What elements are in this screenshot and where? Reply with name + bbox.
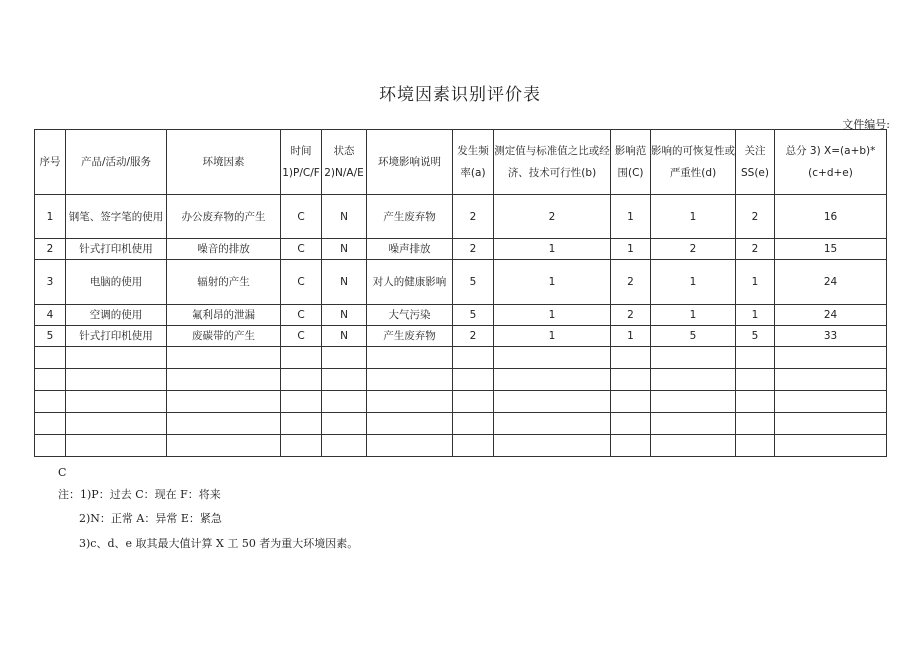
- empty-cell: [453, 391, 494, 413]
- cell-factor: 办公废弃物的产生: [167, 195, 281, 239]
- cell-product: 空调的使用: [66, 305, 167, 326]
- empty-row: [35, 413, 887, 435]
- cell-standard-ratio: 1: [494, 305, 611, 326]
- empty-cell: [66, 369, 167, 391]
- table-row: [35, 239, 887, 260]
- cell-factor: 噪音的排放: [167, 239, 281, 260]
- header-frequency: 发生频率(a): [453, 130, 494, 195]
- empty-cell: [611, 369, 651, 391]
- empty-cell: [736, 391, 775, 413]
- cell-time: C: [281, 326, 322, 347]
- cell-time: C: [281, 239, 322, 260]
- empty-cell: [494, 347, 611, 369]
- cell-total: 15: [775, 239, 887, 260]
- note-1: 注：1)P：过去 C：现在 F：将来: [58, 488, 221, 501]
- note-3: 3)c、d、e 取其最大值计算 X 工 50 者为重大环境因素。: [79, 537, 359, 550]
- stray-c-mark: C: [58, 466, 67, 479]
- empty-cell: [611, 413, 651, 435]
- header-row: [35, 130, 887, 195]
- empty-cell: [66, 391, 167, 413]
- empty-cell: [736, 369, 775, 391]
- empty-row: [35, 347, 887, 369]
- cell-state: N: [322, 305, 367, 326]
- empty-cell: [367, 369, 453, 391]
- cell-state: N: [322, 195, 367, 239]
- empty-cell: [651, 413, 736, 435]
- empty-cell: [281, 391, 322, 413]
- empty-cell: [775, 347, 887, 369]
- empty-cell: [322, 435, 367, 457]
- empty-row: [35, 435, 887, 457]
- cell-product: 针式打印机使用: [66, 239, 167, 260]
- empty-cell: [35, 369, 66, 391]
- cell-recoverability: 2: [651, 239, 736, 260]
- header-total: 总分 3) X=(a+b)*(c+d+e): [775, 130, 887, 195]
- empty-cell: [322, 413, 367, 435]
- empty-cell: [775, 435, 887, 457]
- empty-cell: [453, 413, 494, 435]
- cell-seq: 4: [35, 305, 66, 326]
- cell-range: 1: [611, 326, 651, 347]
- cell-time: C: [281, 305, 322, 326]
- empty-row: [35, 369, 887, 391]
- empty-cell: [651, 369, 736, 391]
- empty-cell: [367, 435, 453, 457]
- empty-cell: [322, 369, 367, 391]
- header-range: 影响范围(C): [611, 130, 651, 195]
- cell-frequency: 2: [453, 239, 494, 260]
- empty-cell: [66, 435, 167, 457]
- cell-concern: 1: [736, 260, 775, 305]
- empty-cell: [66, 347, 167, 369]
- header-factor: 环境因素: [167, 130, 281, 195]
- empty-cell: [322, 347, 367, 369]
- cell-time: C: [281, 260, 322, 305]
- empty-row: [35, 391, 887, 413]
- cell-frequency: 2: [453, 195, 494, 239]
- empty-cell: [494, 413, 611, 435]
- empty-cell: [775, 391, 887, 413]
- header-product: 产品/活动/服务: [66, 130, 167, 195]
- cell-range: 1: [611, 239, 651, 260]
- cell-concern: 1: [736, 305, 775, 326]
- cell-impact: 噪声排放: [367, 239, 453, 260]
- empty-cell: [494, 369, 611, 391]
- cell-range: 1: [611, 195, 651, 239]
- empty-cell: [167, 347, 281, 369]
- header-recoverability: 影响的可恢复性或严重性(d): [651, 130, 736, 195]
- table-row: [35, 305, 887, 326]
- empty-cell: [611, 347, 651, 369]
- empty-cell: [281, 347, 322, 369]
- cell-recoverability: 1: [651, 195, 736, 239]
- header-seq: 序号: [35, 130, 66, 195]
- cell-recoverability: 1: [651, 305, 736, 326]
- cell-frequency: 5: [453, 305, 494, 326]
- header-standard-ratio: 测定值与标准值之比或经济、技术可行性(b): [494, 130, 611, 195]
- header-impact-desc: 环境影响说明: [367, 130, 453, 195]
- empty-cell: [367, 413, 453, 435]
- cell-product: 钢笔、签字笔的使用: [66, 195, 167, 239]
- empty-cell: [453, 369, 494, 391]
- empty-cell: [775, 413, 887, 435]
- cell-product: 针式打印机使用: [66, 326, 167, 347]
- cell-concern: 2: [736, 195, 775, 239]
- cell-range: 2: [611, 305, 651, 326]
- cell-factor: 氟利昂的泄漏: [167, 305, 281, 326]
- document-number-label: 文件编号:: [842, 118, 890, 131]
- cell-standard-ratio: 2: [494, 195, 611, 239]
- cell-total: 24: [775, 305, 887, 326]
- cell-recoverability: 1: [651, 260, 736, 305]
- empty-cell: [367, 347, 453, 369]
- table-row: [35, 326, 887, 347]
- empty-cell: [281, 413, 322, 435]
- cell-time: C: [281, 195, 322, 239]
- cell-total: 16: [775, 195, 887, 239]
- cell-seq: 3: [35, 260, 66, 305]
- cell-recoverability: 5: [651, 326, 736, 347]
- empty-cell: [494, 391, 611, 413]
- empty-cell: [66, 413, 167, 435]
- cell-standard-ratio: 1: [494, 239, 611, 260]
- cell-range: 2: [611, 260, 651, 305]
- empty-cell: [35, 435, 66, 457]
- cell-seq: 1: [35, 195, 66, 239]
- cell-total: 33: [775, 326, 887, 347]
- page-title: 环境因素识别评价表: [379, 85, 541, 105]
- cell-impact: 对人的健康影响: [367, 260, 453, 305]
- empty-cell: [494, 435, 611, 457]
- empty-cell: [167, 435, 281, 457]
- empty-cell: [167, 369, 281, 391]
- header-state: 状态 2)N/A/E: [322, 130, 367, 195]
- cell-concern: 2: [736, 239, 775, 260]
- empty-cell: [651, 435, 736, 457]
- table-row: [35, 195, 887, 239]
- empty-cell: [167, 391, 281, 413]
- cell-factor: 废碳带的产生: [167, 326, 281, 347]
- empty-cell: [367, 391, 453, 413]
- empty-cell: [35, 347, 66, 369]
- empty-cell: [651, 347, 736, 369]
- note-2: 2)N：正常 A：异常 E：紧急: [79, 512, 222, 525]
- cell-total: 24: [775, 260, 887, 305]
- cell-impact: 产生废弃物: [367, 195, 453, 239]
- cell-concern: 5: [736, 326, 775, 347]
- cell-state: N: [322, 239, 367, 260]
- empty-cell: [775, 369, 887, 391]
- cell-frequency: 2: [453, 326, 494, 347]
- empty-cell: [281, 369, 322, 391]
- cell-seq: 2: [35, 239, 66, 260]
- empty-cell: [736, 413, 775, 435]
- cell-standard-ratio: 1: [494, 326, 611, 347]
- header-concern: 关注SS(e): [736, 130, 775, 195]
- cell-seq: 5: [35, 326, 66, 347]
- empty-cell: [453, 435, 494, 457]
- cell-impact: 大气污染: [367, 305, 453, 326]
- evaluation-table: [34, 129, 887, 457]
- empty-cell: [35, 413, 66, 435]
- header-time: 时间 1)P/C/F: [281, 130, 322, 195]
- empty-cell: [736, 347, 775, 369]
- cell-factor: 辐射的产生: [167, 260, 281, 305]
- empty-cell: [611, 435, 651, 457]
- cell-frequency: 5: [453, 260, 494, 305]
- empty-cell: [453, 347, 494, 369]
- empty-cell: [322, 391, 367, 413]
- cell-standard-ratio: 1: [494, 260, 611, 305]
- empty-cell: [167, 413, 281, 435]
- table-row: [35, 260, 887, 305]
- empty-cell: [611, 391, 651, 413]
- empty-cell: [35, 391, 66, 413]
- empty-cell: [736, 435, 775, 457]
- empty-cell: [651, 391, 736, 413]
- cell-impact: 产生废弃物: [367, 326, 453, 347]
- cell-product: 电脑的使用: [66, 260, 167, 305]
- cell-state: N: [322, 260, 367, 305]
- cell-state: N: [322, 326, 367, 347]
- empty-cell: [281, 435, 322, 457]
